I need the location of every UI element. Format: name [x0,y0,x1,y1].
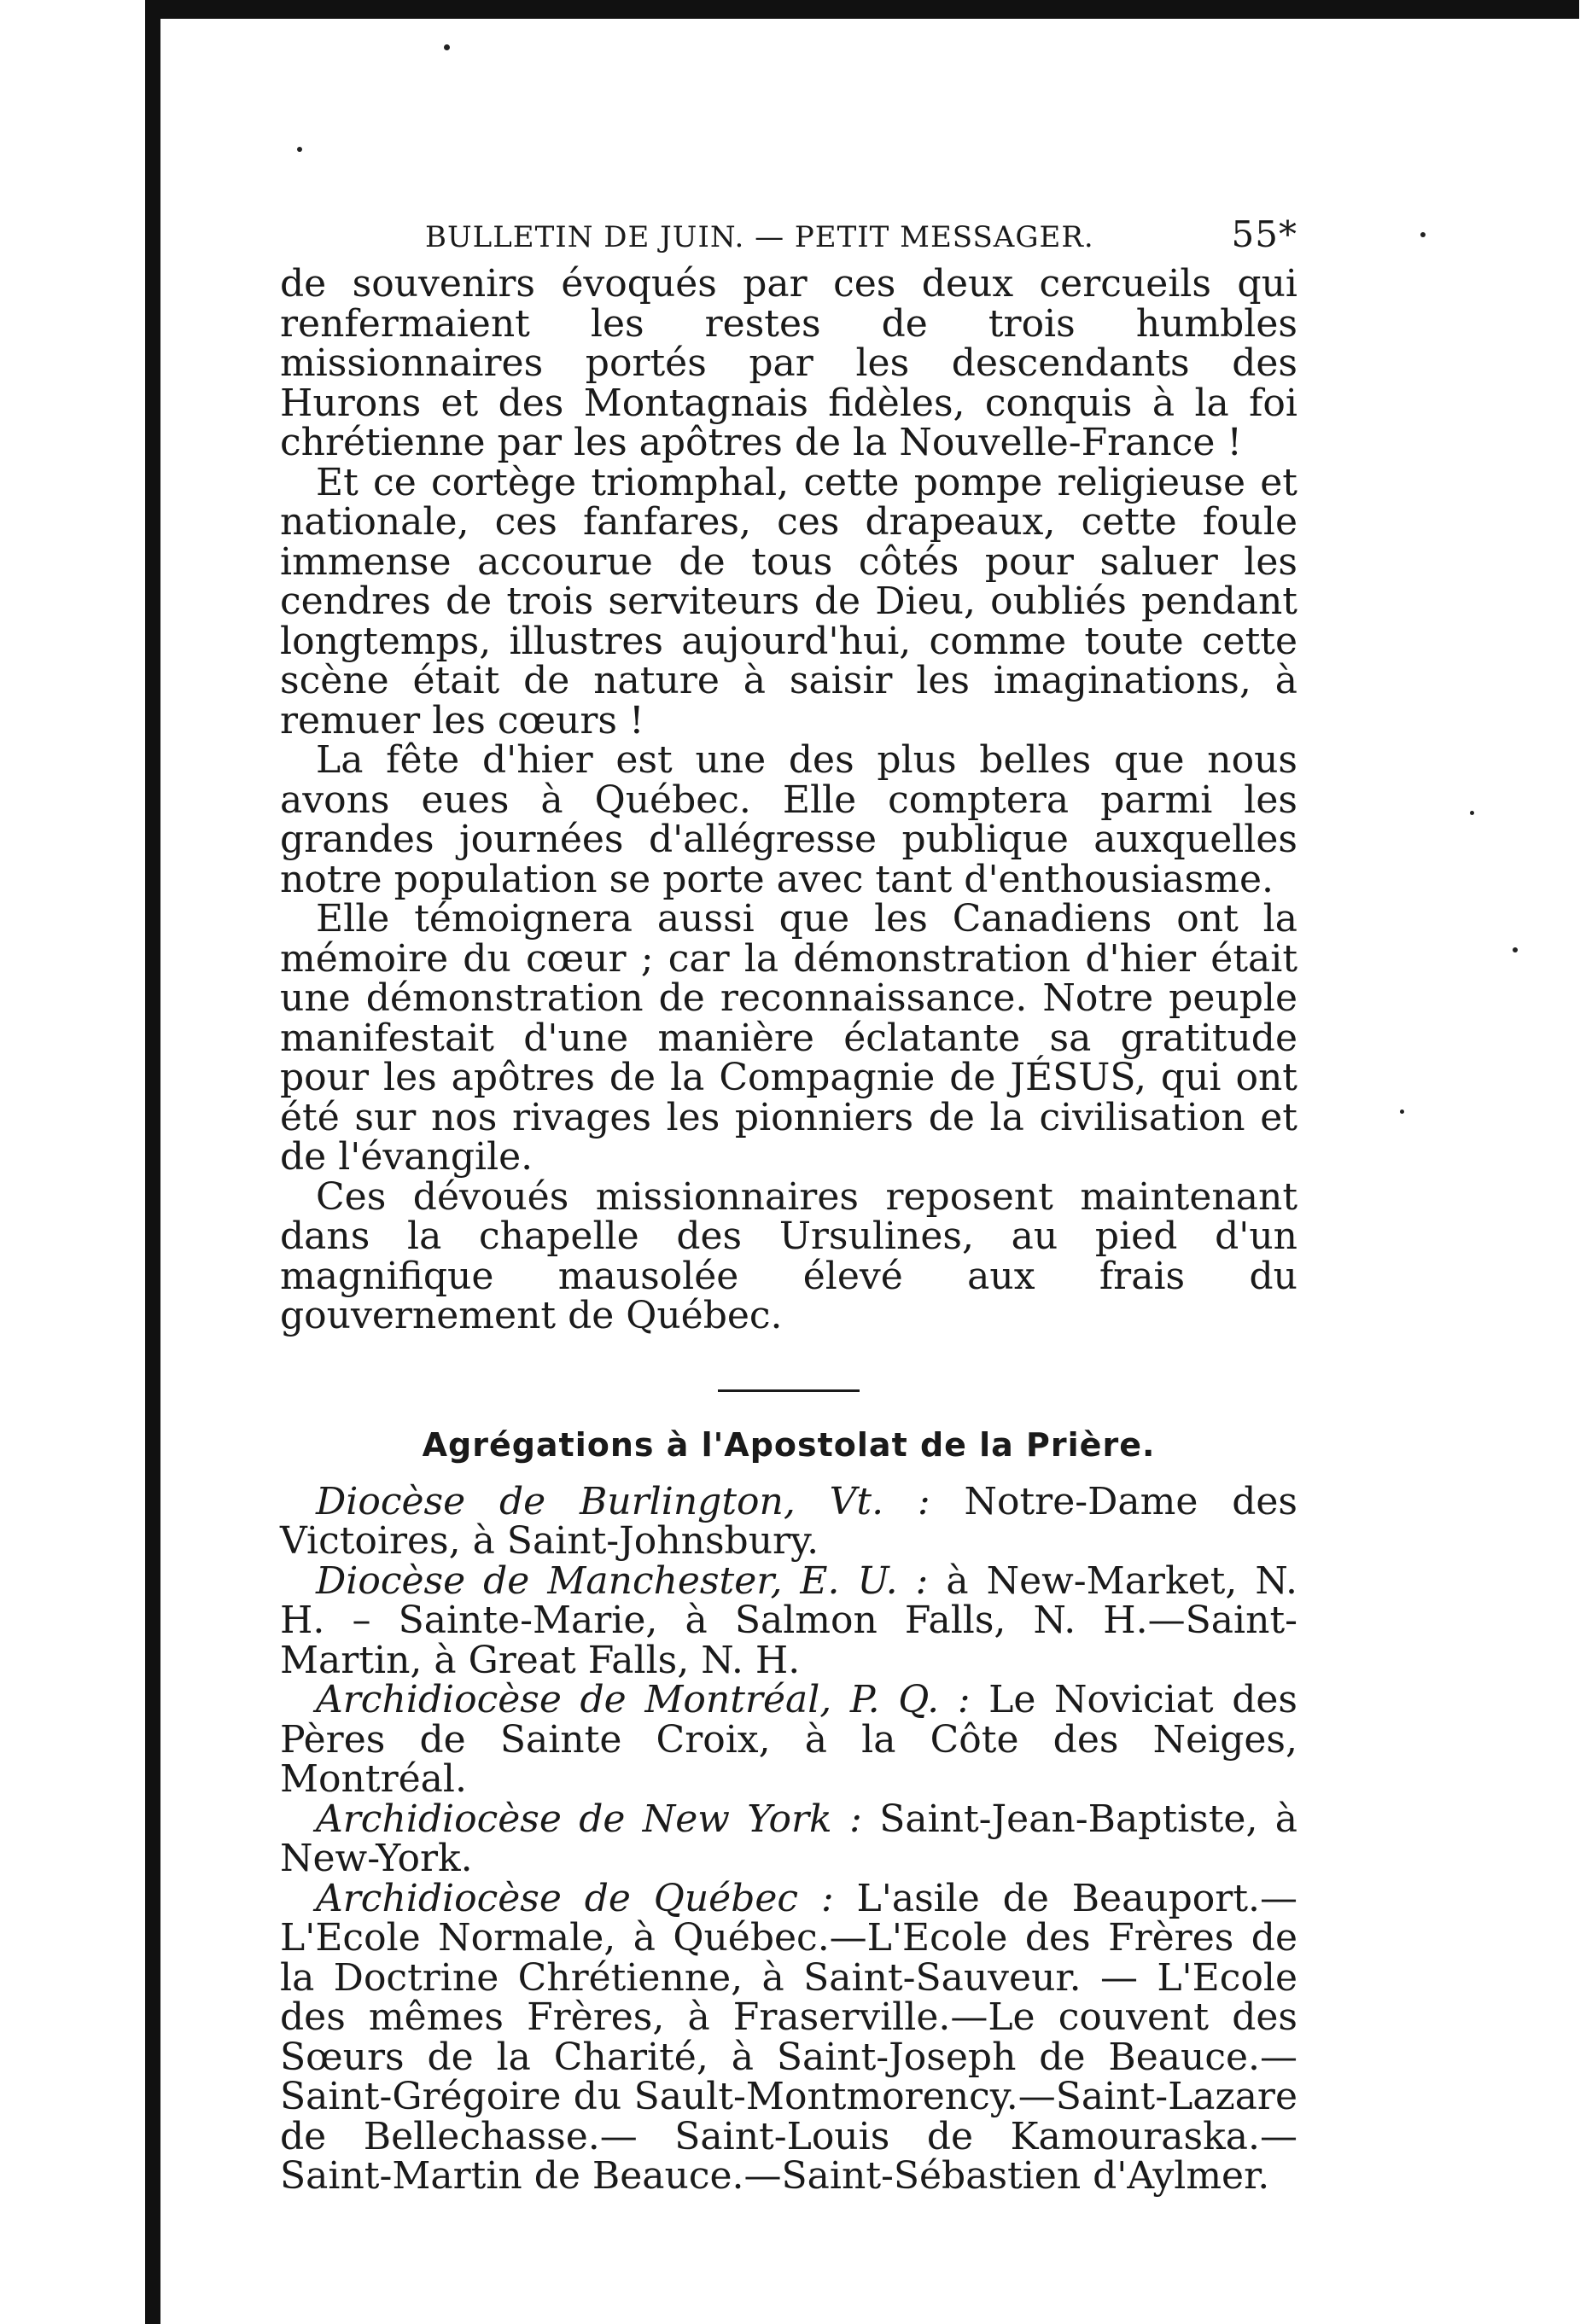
entry-text: à New-Market, N. H. – Sainte-Marie, à Salmon Falls, N. H.—Saint-Martin, à Great Falls, N. H. [280,1558,1297,1682]
entry-text: Saint-Jean-Baptiste, à New-York. [280,1797,1297,1880]
paragraph: Elle témoignera aussi que les Canadiens ont la mémoire du cœur ; car la démonstration d'hier était une démonstration de reconnaissance. Notre peuple manifestait d'une manière éclatante sa gratitude pour les apôtres de la Compagnie de JÉSUS, qui ont été sur nos rivages les pionniers de la civilisation et de l'évangile. [280,897,1297,1179]
section-divider [718,1389,860,1392]
scan-speck [444,44,450,50]
scan-border-left [145,0,160,2324]
running-title: BULLETIN DE JUIN. — PETIT MESSAGER. [425,220,1094,254]
diocese-name: Diocèse de Burlington, Vt. : [316,1479,930,1523]
entry-text: Notre-Dame des Victoires, à Saint-Johnsbury. [280,1479,1297,1563]
paragraph: Et ce cortège triomphal, cette pompe religieuse et nationale, ces fanfares, ces drapeaux, cette foule immense accourue de tous côtés pour saluer les cendres de trois serviteurs de Dieu, oubliés pendant longtemps, illustres aujourd'hui, comme toute cette scène était de nature à saisir les imaginations, à remuer les cœurs ! [280,460,1297,743]
scan-speck [1400,1110,1404,1114]
aggregation-entry [280,1479,1297,1563]
scan-speck [1420,232,1426,237]
entry-text: Le Noviciat des Pères de Sainte Croix, à la Côte des Neiges, Montréal. [280,1678,1297,1801]
aggregation-entry [280,1558,1297,1682]
scan-speck [297,147,302,152]
page-content [280,213,1297,2197]
paragraph: Ces dévoués missionnaires reposent maintenant dans la chapelle des Ursulines, au pied d'un magnifique mausolée élevé aux frais du gouvernement de Québec. [280,1174,1297,1337]
paragraph: La fête d'hier est une des plus belles que nous avons eues à Québec. Elle comptera parmi les grandes journées d'allégresse publique auxquelles notre population se porte avec tant d'enthousiasme. [280,738,1297,901]
aggregation-entry [280,1797,1297,1880]
entry-text: L'asile de Beauport.—L'Ecole Normale, à Québec.—L'Ecole des Frères de la Doctrine Chrétienne, à Saint-Sauveur. — L'Ecole des mêmes Frères, à Fraserville.—Le couvent des Sœurs de la Charité, à Saint-Joseph de Beauce.— Saint-Grégoire du Sault-Montmorency.—Saint-Lazare de Bellechasse.— Saint-Louis de Kamouraska.—Saint-Martin de Beauce.—Saint-Sébastien d'Aylmer. [280,1876,1297,2198]
scan-speck [1470,811,1474,815]
diocese-name: Archidiocèse de Québec : [316,1876,834,1920]
paragraph: de souvenirs évoqués par ces deux cercueils qui renfermaient les restes de trois humbles missionnaires portés par les descendants des Hurons et des Montagnais fidèles, conquis à la foi chrétienne par les apôtres de la Nouvelle-France ! [280,262,1297,464]
diocese-name: Diocèse de Manchester, E. U. : [316,1558,929,1603]
aggregation-entry [280,1876,1297,2198]
diocese-name: Archidiocèse de Montréal, P. Q. : [316,1678,971,1721]
scan-border-top [145,0,1579,19]
diocese-name: Archidiocèse de New York : [316,1797,862,1841]
aggregation-entry [280,1680,1297,1800]
scan-speck [1513,947,1518,952]
running-header [280,213,1297,265]
page-number: 55* [1231,213,1297,255]
section-heading: Agrégations à l'Apostolat de la Prière. [422,1425,1156,1464]
